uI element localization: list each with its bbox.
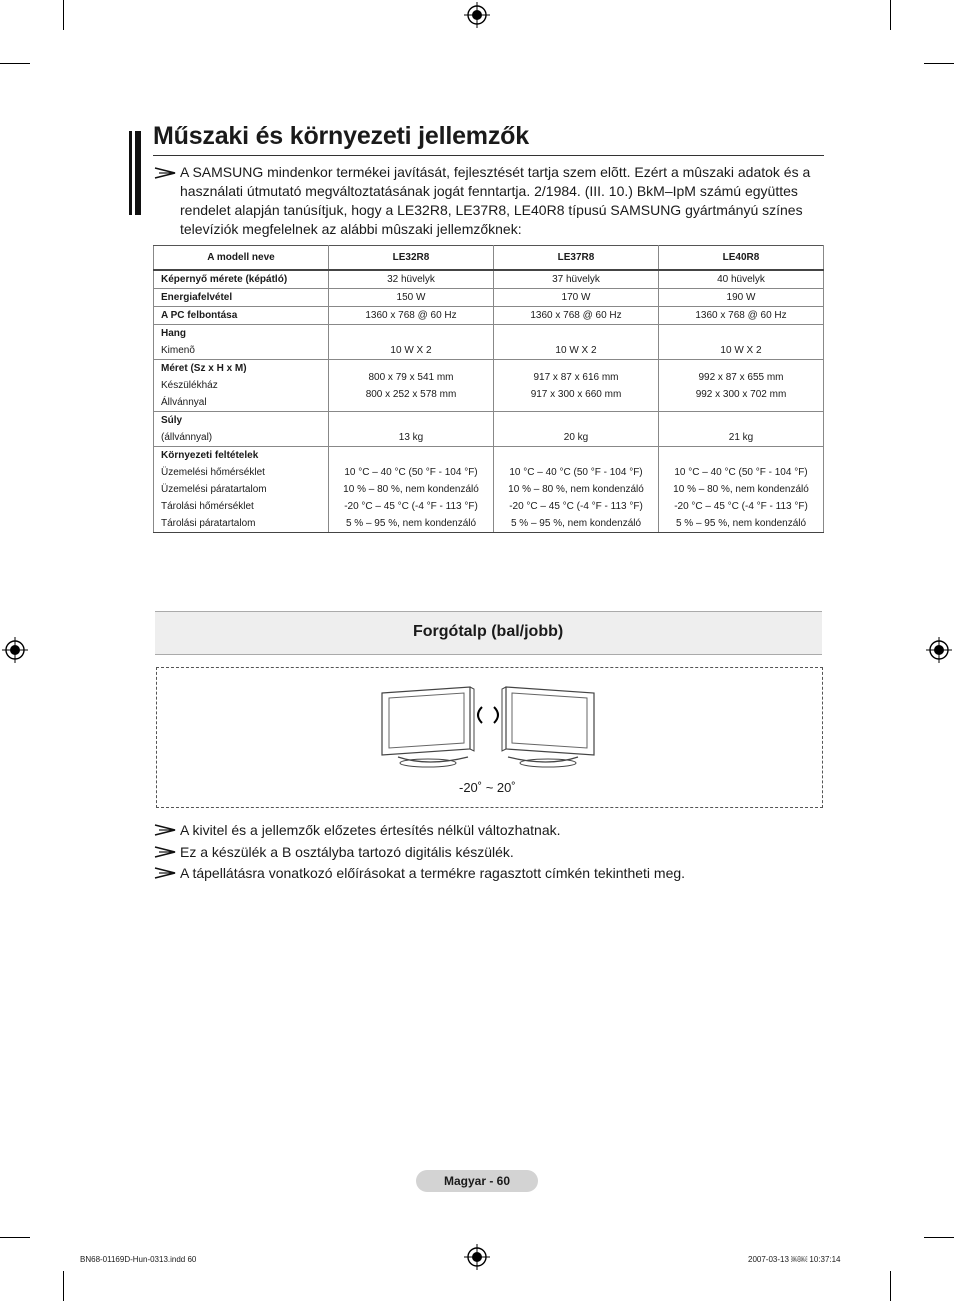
- row-label: Képernyő mérete (képátló): [154, 270, 329, 289]
- cell: 150 W: [329, 289, 494, 307]
- intro-text: A SAMSUNG mindenkor termékei javítását, fejlesztését tartja szem elõtt. Ezért a mûszaki adatok és a használati útmutató megváltoztatásának jogát fenntartja. 2/1984. (III. 10.) BkM–IpM számú együttes rendelet alapján tanúsítjuk, hogy a LE32R8, LE37R8, LE40R8 típusú SAMSUNG gyártmányú színes televíziók megfelelnek az alábbi mûszaki jellemzőknek:: [180, 164, 811, 237]
- st-hum: 5 % – 95 %, nem kondenzáló: [675, 518, 807, 529]
- body-size: 800 x 79 x 541 mm: [368, 371, 454, 383]
- cell: 10 W X 2: [329, 325, 494, 360]
- st-hum: 5 % – 95 %, nem kondenzáló: [345, 518, 477, 529]
- st-temp: -20 °C – 45 °C (-4 °F - 113 °F): [509, 501, 643, 512]
- footer-file-info: BN68-01169D-Hun-0313.indd 60: [80, 1255, 197, 1264]
- cell: [329, 447, 494, 533]
- op-temp: 10 °C – 40 °C (50 °F - 104 °F): [344, 467, 478, 478]
- cell: 1360 x 768 @ 60 Hz: [494, 307, 659, 325]
- crop-mark: [0, 1237, 30, 1238]
- note-text: A tápellátásra vonatkozó előírásokat a termékre ragasztott címkén tekintheti meg.: [180, 865, 686, 881]
- st-temp: -20 °C – 45 °C (-4 °F - 113 °F): [674, 501, 808, 512]
- note-text: Ez a készülék a B osztályba tartozó digitális készülék.: [180, 844, 514, 860]
- crop-mark: [924, 1237, 954, 1238]
- note-item: [153, 843, 824, 863]
- title-bar-decoration: [135, 131, 141, 215]
- cell: 10 W X 2: [659, 325, 824, 360]
- st-hum-label: Tárolási páratartalom: [161, 518, 256, 529]
- st-temp: -20 °C – 45 °C (-4 °F - 113 °F): [344, 501, 478, 512]
- row-label: [154, 412, 329, 447]
- header-model: A modell neve: [154, 246, 329, 271]
- section-header: [155, 611, 822, 655]
- stand-size: 917 x 300 x 660 mm: [530, 388, 622, 400]
- page-number: Magyar - 60: [416, 1170, 538, 1192]
- op-temp-label: Üzemelési hőmérséklet: [161, 467, 265, 478]
- crop-mark: [890, 0, 891, 30]
- op-temp: 10 °C – 40 °C (50 °F - 104 °F): [674, 467, 808, 478]
- sound-label: Hang: [161, 328, 186, 339]
- note-arrow-icon: [153, 166, 177, 180]
- registration-mark-icon: [926, 637, 952, 663]
- cell: 20 kg: [494, 412, 659, 447]
- header-le37r8: LE37R8: [494, 246, 659, 271]
- table-row: [154, 360, 824, 412]
- crop-mark: [63, 1271, 64, 1301]
- cell: 21 kg: [659, 412, 824, 447]
- crop-mark: [0, 63, 30, 64]
- cell: [494, 447, 659, 533]
- registration-mark-icon: [464, 1244, 490, 1270]
- cell: 13 kg: [329, 412, 494, 447]
- title-bar-decoration: [129, 131, 132, 215]
- note-arrow-icon: [153, 866, 177, 880]
- stand-size: 800 x 252 x 578 mm: [365, 388, 457, 400]
- cell: 40 hüvelyk: [659, 270, 824, 289]
- crop-mark: [890, 1271, 891, 1301]
- cell: 1360 x 768 @ 60 Hz: [329, 307, 494, 325]
- body-label: Készülékház: [161, 380, 218, 391]
- row-label: [154, 325, 329, 360]
- note-item: [153, 821, 824, 841]
- table-row: [154, 270, 824, 289]
- cell: [659, 360, 824, 412]
- note-arrow-icon: [153, 823, 177, 837]
- row-label: Energiafelvétel: [154, 289, 329, 307]
- registration-mark-icon: [2, 637, 28, 663]
- table-row: [154, 412, 824, 447]
- weight-sub-label: (állvánnyal): [161, 432, 213, 443]
- spec-table: [153, 245, 824, 533]
- header-le32r8: LE32R8: [329, 246, 494, 271]
- op-hum-label: Üzemelési páratartalom: [161, 484, 267, 495]
- cell: 32 hüvelyk: [329, 270, 494, 289]
- op-hum: 10 % – 80 %, nem kondenzáló: [508, 484, 644, 495]
- body-size: 992 x 87 x 655 mm: [698, 371, 784, 383]
- table-row: [154, 307, 824, 325]
- cell: [329, 360, 494, 412]
- table-header-row: [154, 246, 824, 271]
- cell: 1360 x 768 @ 60 Hz: [659, 307, 824, 325]
- section-title: Forgótalp (bal/jobb): [413, 623, 564, 640]
- cell: 10 W X 2: [494, 325, 659, 360]
- footer-timestamp: 2007-03-13 ￼￼ 10:37:14: [748, 1255, 841, 1264]
- tv-swivel-illustration: [378, 683, 598, 771]
- output-label: Kimenõ: [161, 345, 195, 356]
- body-size: 917 x 87 x 616 mm: [533, 371, 619, 383]
- cell: [494, 360, 659, 412]
- cell: 190 W: [659, 289, 824, 307]
- note-item: [153, 864, 824, 884]
- row-label: [154, 447, 329, 533]
- table-row: [154, 289, 824, 307]
- title-divider: [153, 155, 824, 156]
- st-temp-label: Tárolási hőmérséklet: [161, 501, 254, 512]
- cell: 37 hüvelyk: [494, 270, 659, 289]
- swivel-angle-label: -20˚ ~ 20˚: [459, 780, 516, 795]
- row-label: A PC felbontása: [154, 307, 329, 325]
- note-text: A kivitel és a jellemzők előzetes értesítés nélkül változhatnak.: [180, 822, 561, 838]
- op-temp: 10 °C – 40 °C (50 °F - 104 °F): [509, 467, 643, 478]
- page-title: Műszaki és környezeti jellemzők: [153, 122, 529, 150]
- weight-label: Súly: [161, 415, 183, 426]
- note-arrow-icon: [153, 845, 177, 859]
- table-row: [154, 447, 824, 533]
- stand-size: 992 x 300 x 702 mm: [695, 388, 787, 400]
- registration-mark-icon: [464, 2, 490, 28]
- intro-note: [153, 163, 824, 241]
- header-le40r8: LE40R8: [659, 246, 824, 271]
- crop-mark: [924, 63, 954, 64]
- st-hum: 5 % – 95 %, nem kondenzáló: [510, 518, 642, 529]
- table-row: [154, 325, 824, 360]
- env-label: Környezeti feltételek: [161, 450, 259, 461]
- cell: 170 W: [494, 289, 659, 307]
- cell: [659, 447, 824, 533]
- row-label: [154, 360, 329, 412]
- crop-mark: [63, 0, 64, 30]
- size-label: Méret (Sz x H x M): [161, 363, 247, 374]
- stand-label: Állvánnyal: [161, 397, 207, 408]
- op-hum: 10 % – 80 %, nem kondenzáló: [343, 484, 479, 495]
- op-hum: 10 % – 80 %, nem kondenzáló: [673, 484, 809, 495]
